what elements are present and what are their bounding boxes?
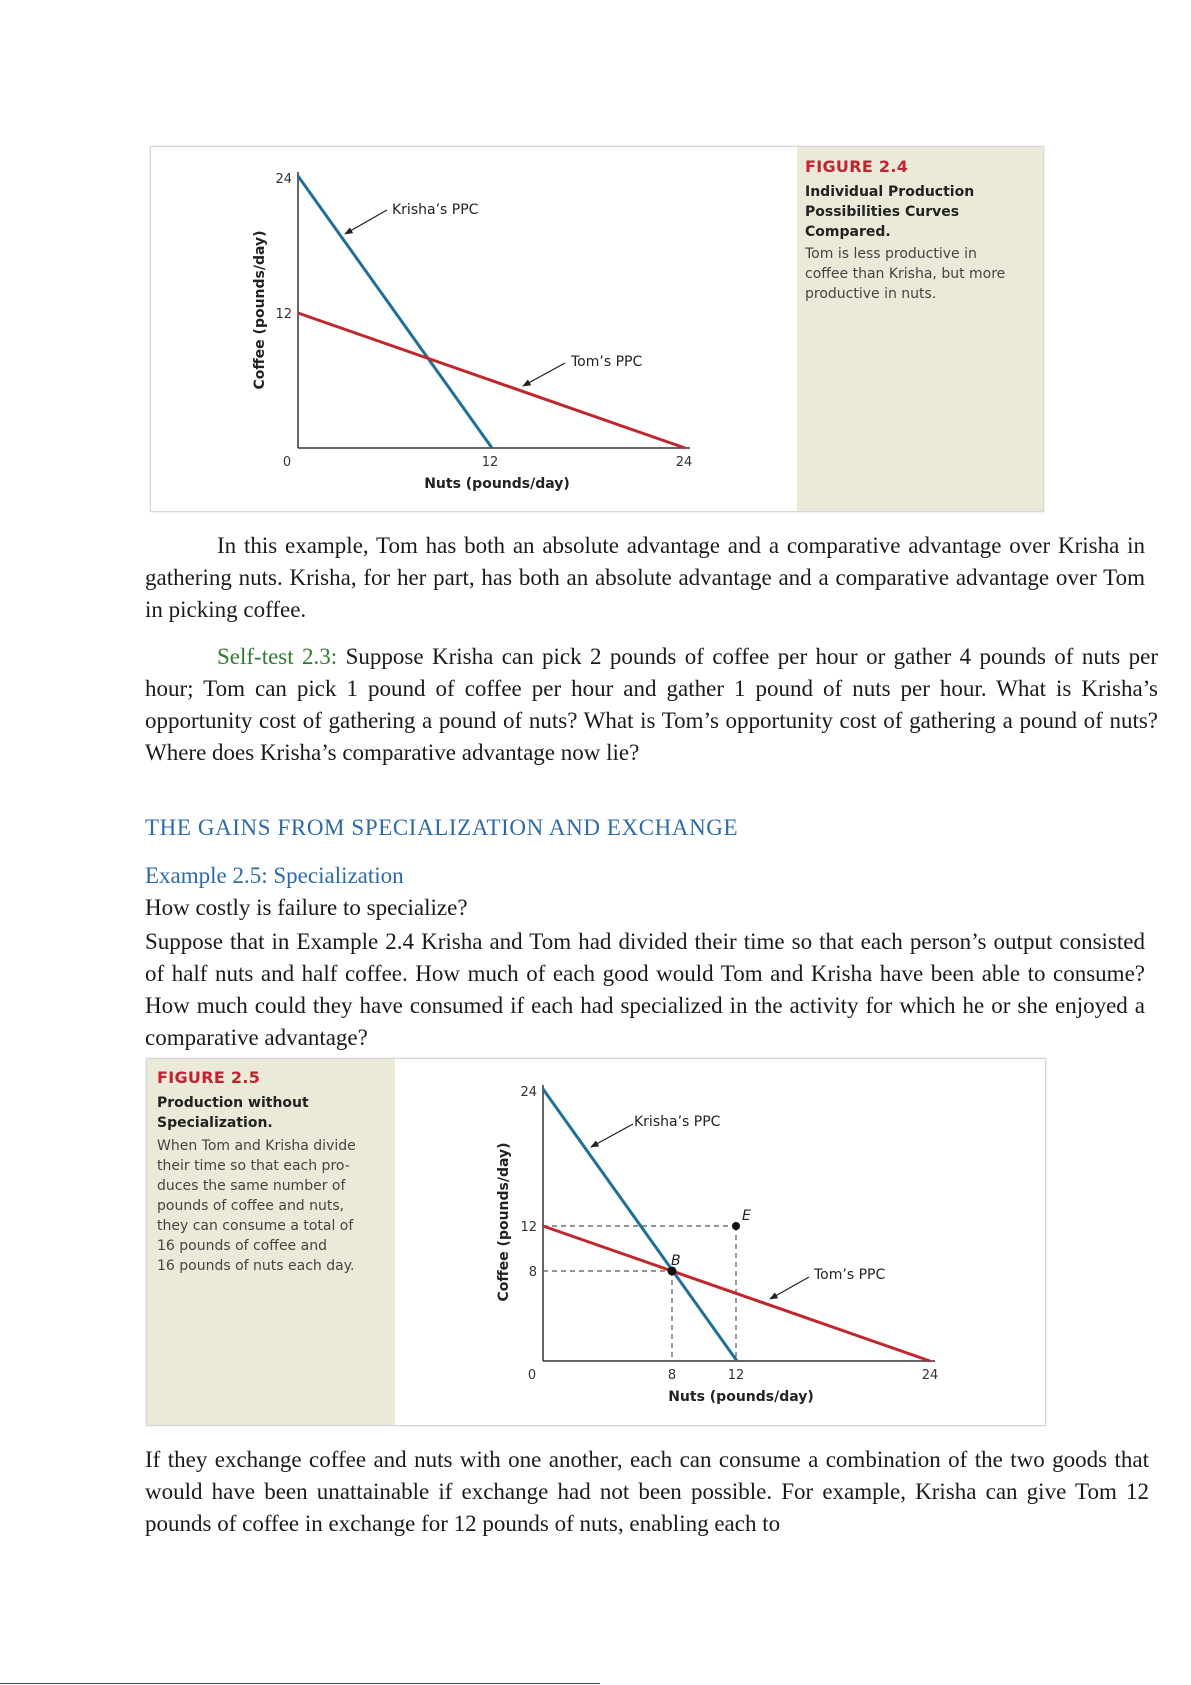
fig25-y-label: Coffee (pounds/day)	[496, 1142, 512, 1302]
fig24-krisha-ppc-label: Krisha’s PPC	[392, 202, 479, 218]
fig25-tom-ppc-arrow	[770, 1277, 809, 1299]
fig24-x-label: Nuts (pounds/day)	[424, 476, 570, 492]
figure-2-4-label: FIGURE 2.4	[805, 157, 909, 176]
figure-2-5-desc-line-1: When Tom and Krisha divide	[157, 1138, 356, 1154]
paragraph-specialization: Suppose that in Example 2.4 Krisha and Tom had divided their time so that each person’s output consisted of half nuts and half coffee. How much of each good would Tom and Krisha have been able to consume? How much could they have consumed if each had specialized in the activity for which he or she enjoyed a comparative advantage?	[145, 929, 1145, 1050]
figure-2-5-desc-line-5: they can consume a total of	[157, 1218, 354, 1234]
figure-2-4-title-line-3: Compared.	[805, 224, 891, 240]
fig25-tom-ppc-label: Tom’s PPC	[814, 1267, 886, 1283]
fig25-x-tick-24: 24	[921, 1368, 939, 1383]
example-heading: Example 2.5: Specialization	[145, 863, 404, 888]
figure-2-4-title-line-2: Possibilities Curves	[805, 204, 960, 220]
fig24-y-tick-12: 12	[275, 307, 292, 322]
fig25-krisha-ppc-label: Krisha’s PPC	[634, 1114, 721, 1130]
fig24-y-tick-24: 24	[275, 172, 292, 187]
self-test-text: Suppose Krisha can pick 2 pounds of coffee per hour or gather 4 pounds of nuts per hour; Tom can pick 1 pound of coffee per hour and gather 1 pound of nuts per hour. What is Krisha’s opportunity cost of gathering a pound of nuts? What is Tom’s opportunity cost of gathering a pound of nuts? Where does Krisha’s comparative advantage now lie?	[145, 644, 1158, 765]
figure-2-5-title-line-1: Production without	[157, 1095, 309, 1111]
fig25-y-tick-24: 24	[520, 1085, 537, 1100]
figure-2-5-desc-line-4: pounds of coffee and nuts,	[157, 1198, 345, 1214]
figure-2-5-desc-line-2: their time so that each pro-	[157, 1158, 350, 1174]
fig24-x-tick-0: 0	[282, 455, 292, 470]
figure-2-4-desc-line-1: Tom is less productive in	[805, 246, 977, 262]
figure-2-5-label: FIGURE 2.5	[157, 1068, 261, 1087]
footer-rule	[0, 1683, 600, 1684]
figure-2-4-desc-line-2: coffee than Krisha, but more	[805, 266, 1006, 282]
fig25-point-b-label: B	[671, 1253, 681, 1269]
figure-2-4-title-line-1: Individual Production	[805, 184, 975, 200]
figure-2-5-desc-line-6: 16 pounds of coffee and	[157, 1238, 327, 1254]
fig25-point-e	[732, 1222, 740, 1230]
section-heading: THE GAINS FROM SPECIALIZATION AND EXCHANGE	[145, 815, 739, 840]
fig25-point-e-label: E	[742, 1208, 751, 1224]
figure-2-5-desc-line-7: 16 pounds of nuts each day.	[157, 1258, 355, 1274]
fig25-x-label: Nuts (pounds/day)	[668, 1389, 814, 1405]
fig24-x-tick-24: 24	[675, 455, 693, 470]
fig25-y-tick-12: 12	[520, 1220, 537, 1235]
figure-2-5-desc-line-3: duces the same number of	[157, 1178, 346, 1194]
fig24-y-label: Coffee (pounds/day)	[252, 230, 268, 390]
fig25-krisha-ppc-arrow	[591, 1124, 633, 1147]
example-question: How costly is failure to specialize?	[145, 895, 468, 920]
fig24-tom-ppc-label: Tom’s PPC	[571, 354, 643, 370]
paragraph-absolute-advantage: In this example, Tom has both an absolute advantage and a comparative advantage over Krisha in gathering nuts. Krisha, for her part, has both an absolute advantage and a comparative advantage over Tom in picking coffee.	[145, 533, 1145, 622]
fig25-x-tick-8: 8	[667, 1368, 677, 1383]
fig25-y-tick-8: 8	[528, 1265, 537, 1280]
fig25-x-tick-0: 0	[527, 1368, 537, 1383]
figure-2-4-desc-line-3: productive in nuts.	[805, 286, 937, 302]
fig25-x-tick-12: 12	[727, 1368, 745, 1383]
figure-2-5-title-line-2: Specialization.	[157, 1115, 273, 1131]
self-test-label: Self-test 2.3:	[217, 644, 338, 669]
fig24-x-tick-12: 12	[481, 455, 499, 470]
paragraph-exchange: If they exchange coffee and nuts with one another, each can consume a combination of the two goods that would have been unattainable if exchange had not been possible. For example, Krisha can give Tom 12 pounds of coffee in exchange for 12 pounds of nuts, enabling each to	[145, 1447, 1149, 1536]
